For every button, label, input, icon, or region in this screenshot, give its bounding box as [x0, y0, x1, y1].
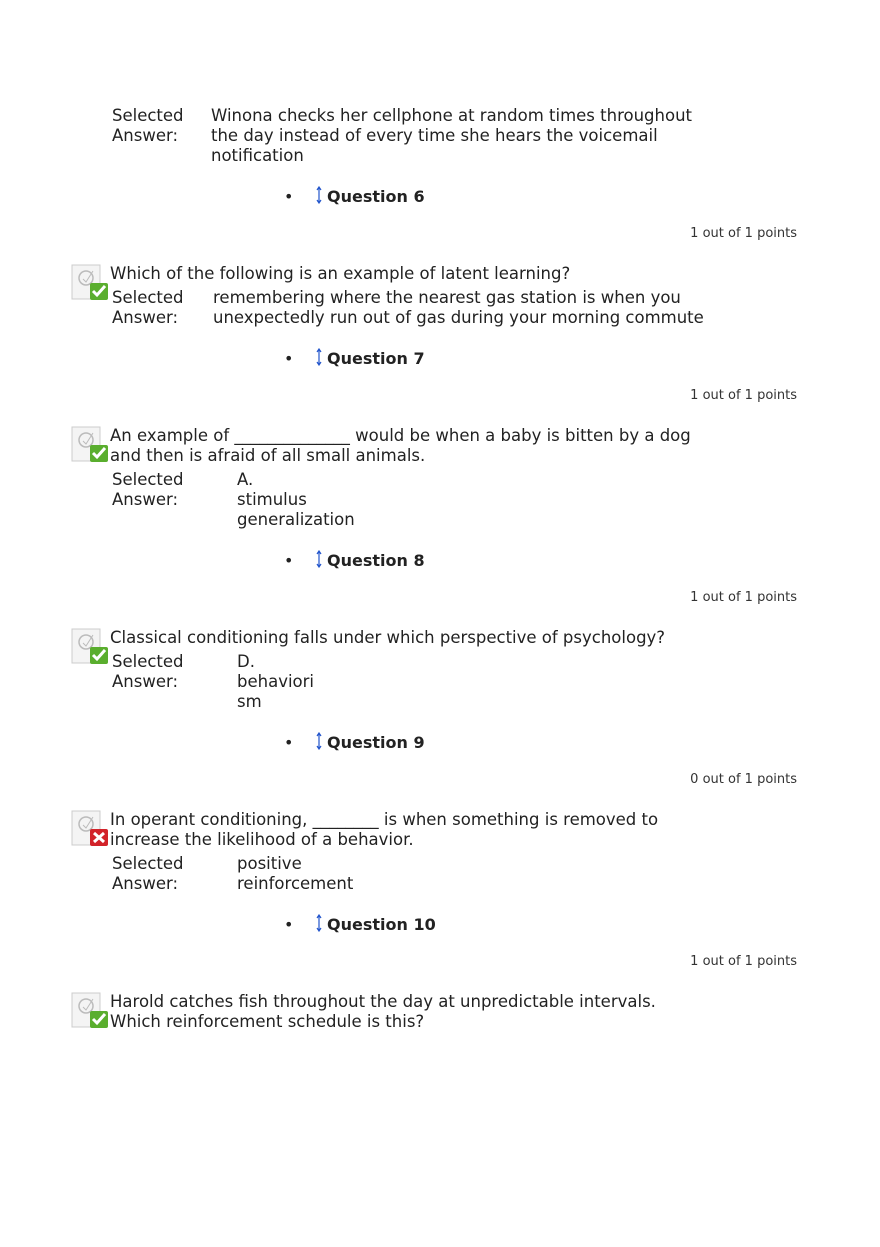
bullet: • [284, 349, 294, 368]
correct-icon [71, 628, 111, 666]
bullet: • [284, 733, 294, 752]
selected-answer-text: Winona checks her cellphone at random times throughout the day instead of every time she hears the voicemail notification [211, 106, 692, 165]
selected-answer-text: positive reinforcement [237, 854, 354, 893]
question-title[interactable]: Question 10 [327, 915, 436, 934]
question-title[interactable]: Question 9 [327, 733, 425, 752]
points: 1 out of 1 points [690, 388, 797, 403]
expand-arrow-icon[interactable] [316, 914, 322, 932]
points: 0 out of 1 points [690, 772, 797, 787]
points: 1 out of 1 points [690, 590, 797, 605]
correct-icon [71, 992, 111, 1030]
bullet: • [284, 915, 294, 934]
expand-arrow-icon[interactable] [316, 732, 322, 750]
incorrect-icon [71, 810, 111, 848]
correct-icon [71, 264, 111, 302]
selected-answer-label: Selected Answer: [112, 288, 184, 327]
points: 1 out of 1 points [690, 226, 797, 241]
selected-answer-label: Selected Answer: [112, 854, 184, 893]
selected-answer-label: Selected Answer: [112, 106, 184, 145]
bullet: • [284, 187, 294, 206]
selected-answer-text: D. behaviori sm [237, 652, 315, 711]
expand-arrow-icon[interactable] [316, 186, 322, 204]
selected-answer-label: Selected Answer: [112, 470, 184, 509]
question-title[interactable]: Question 8 [327, 551, 425, 570]
bullet: • [284, 551, 294, 570]
question-title[interactable]: Question 7 [327, 349, 425, 368]
selected-answer-text: remembering where the nearest gas station is when you unexpectedly run out of gas during your morning commute [213, 288, 704, 327]
selected-answer-label: Selected Answer: [112, 652, 184, 691]
selected-answer-text: A. stimulus generalization [237, 470, 355, 529]
expand-arrow-icon[interactable] [316, 348, 322, 366]
question-text: In operant conditioning, ________ is when something is removed to increase the likelihood of a behavior. [110, 810, 659, 849]
question-text: Which of the following is an example of latent learning? [110, 264, 571, 283]
question-text: Classical conditioning falls under which perspective of psychology? [110, 628, 666, 647]
points: 1 out of 1 points [690, 954, 797, 969]
question-text: An example of ______________ would be when a baby is bitten by a dog and then is afraid of all small animals. [110, 426, 691, 465]
question-title[interactable]: Question 6 [327, 187, 425, 206]
correct-icon [71, 426, 111, 464]
question-text: Harold catches fish throughout the day at unpredictable intervals. Which reinforcement schedule is this? [110, 992, 656, 1031]
expand-arrow-icon[interactable] [316, 550, 322, 568]
